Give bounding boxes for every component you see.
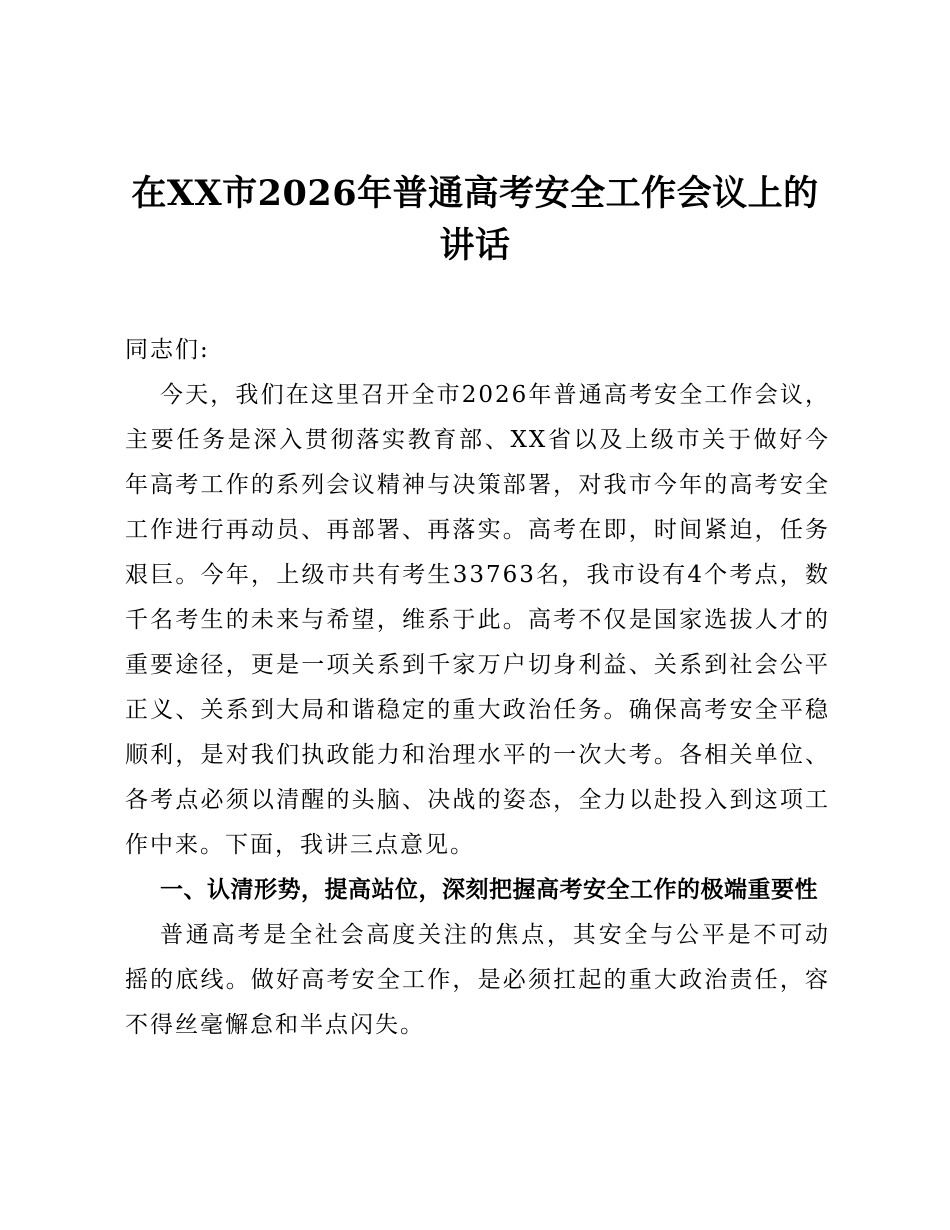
salutation: 同志们: [125, 337, 210, 363]
document-title: 在XX市2026年普通高考安全工作会议上的讲话 [131, 173, 819, 266]
section-heading-1: 一、认清形势，提高站位，深刻把握高考安全工作的极端重要性 [160, 877, 818, 903]
body-paragraph-intro: 今天，我们在这里召开全市2026年普通高考安全工作会议，主要任务是深入贯彻落实教育部、XX省以及上级市关于做好今年高考工作的系列会议精神与决策部署，对我市今年的高考安全工作进行再动员、再部署、再落实。高考在即，时间紧迫，任务艰巨。今年，上级市共有考生33763名，我市设有4个考点，数千名考生的未来与希望，维系于此。高考不仅是国家选拔人才的重要途径，更是一项关系到千家万户切身利益、关系到社会公平正义、关系到大局和谐稳定的重大政治任务。确保高考安全平稳顺利，是对我们执政能力和治理水平的一次大考。各相关单位、各考点必须以清醒的头脑、决战的姿态，全力以赴投入到这项工作中来。下面，我讲三点意见。 [125, 382, 830, 858]
document-body [125, 328, 830, 1048]
body-paragraph-section-1: 普通高考是全社会高度关注的焦点，其安全与公平是不可动摇的底线。做好高考安全工作，是必须扛起的重大政治责任，容不得丝毫懈怠和半点闪失。 [125, 922, 830, 1038]
